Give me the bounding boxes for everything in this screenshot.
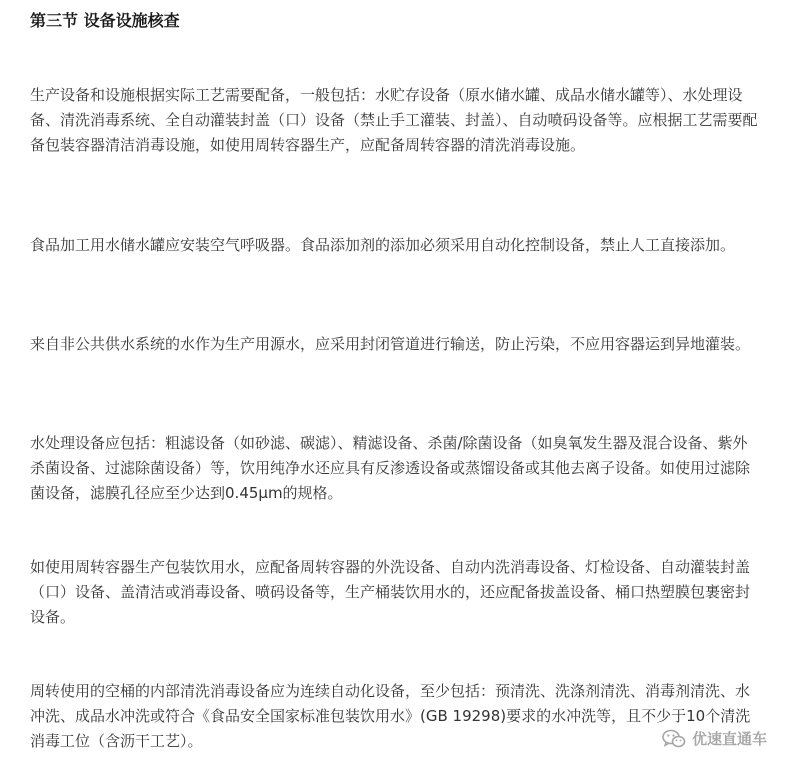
paragraph-water-treatment: 水处理设备应包括：粗滤设备（如砂滤、碳滤）、精滤设备、杀菌/除菌设备（如臭氧发生器及混合设备、紫外杀菌设备、过滤除菌设备）等，饮用纯净水还应具有反渗透设备或蒸馏设备或其他去离子设备。如使用过滤除菌设备，滤膜孔径应至少达到0.45μm的规格。 [30, 434, 751, 502]
paragraph-turnover-containers: 如使用周转容器生产包装饮用水，应配备周转容器的外洗设备、自动内洗消毒设备、灯检设备、自动灌装封盖（口）设备、盖清洁或消毒设备、喷码设备等，生产桶装饮用水的，还应配备拔盖设备、桶口热塑膜包裹密封设备。 [30, 558, 751, 626]
paragraph-bucket-cleaning: 周转使用的空桶的内部清洗消毒设备应为连续自动化设备，至少包括：预清洗、洗涤剂清洗、消毒剂清洗、水冲洗、成品水冲洗或符合《食品安全国家标准包装饮用水》(GB 19298)要求的水冲洗等，且不少于10个清洗消毒工位（含沥干工艺）。 [30, 682, 751, 750]
watermark [662, 728, 767, 749]
paragraph-equipment-overview: 生产设备和设施根据实际工艺需要配备，一般包括：水贮存设备（原水储水罐、成品水储水罐等）、水处理设备、清洗消毒系统、全自动灌装封盖（口）设备（禁止手工灌装、封盖）、自动喷码设备等。应根据工艺需要配备包装容器清洁消毒设施，如使用周转容器生产，应配备周转容器的清洗消毒设施。 [30, 86, 758, 154]
wechat-icon [662, 729, 686, 749]
section-title: 第三节 设备设施核查 [30, 11, 180, 30]
watermark-text: 优速直通车 [691, 730, 767, 748]
paragraph-source-water: 来自非公共供水系统的水作为生产用源水，应采用封闭管道进行输送，防止污染，不应用容器运到异地灌装。 [30, 335, 751, 353]
paragraph-storage-tank: 食品加工用水储水罐应安装空气呼吸器。食品添加剂的添加必须采用自动化控制设备，禁止人工直接添加。 [30, 236, 736, 254]
